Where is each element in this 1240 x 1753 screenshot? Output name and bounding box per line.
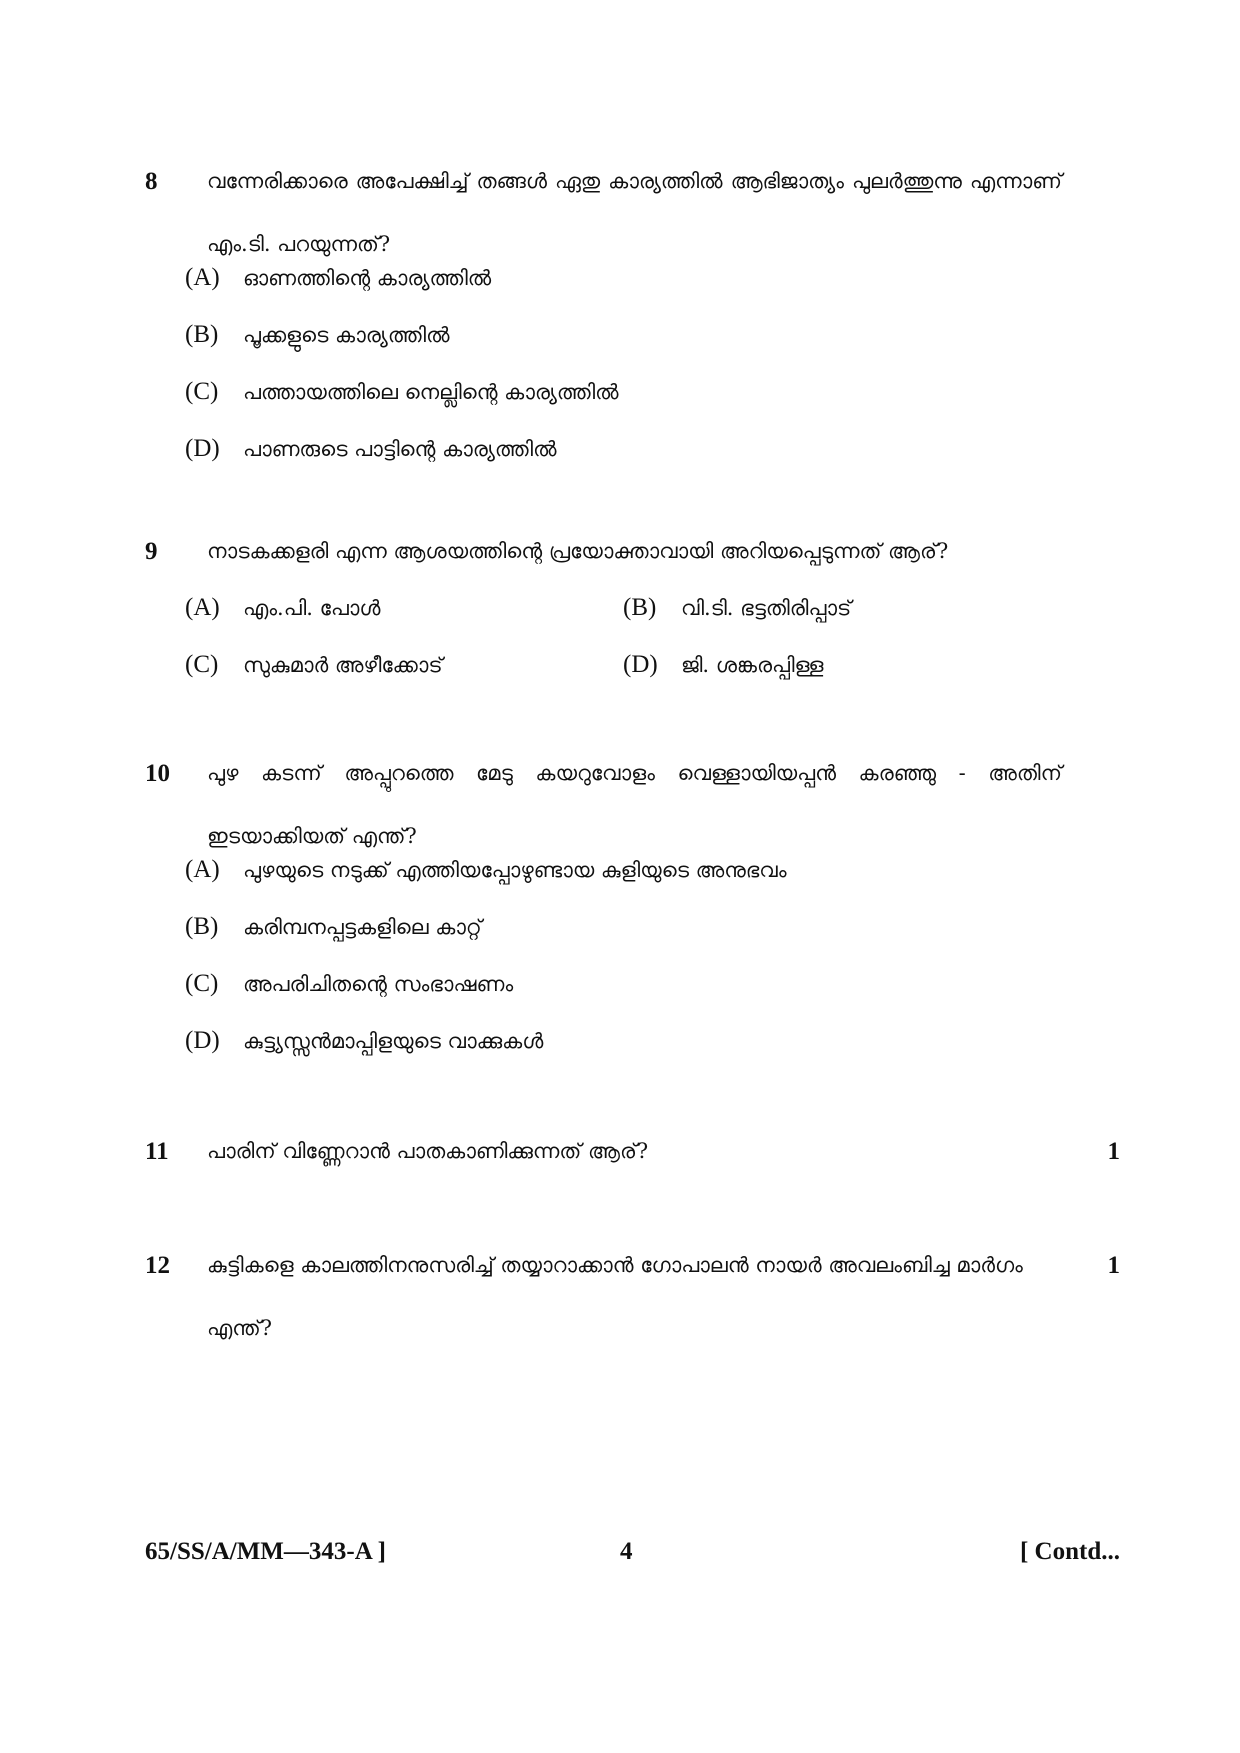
continued-label: [ Contd... bbox=[1019, 1538, 1120, 1565]
option-label: (B) bbox=[185, 913, 219, 940]
option-text: അപരിചിതന്റെ സംഭാഷണം bbox=[243, 972, 514, 996]
option-label: (A) bbox=[185, 264, 220, 291]
option-text: ഓണത്തിന്റെ കാര്യത്തിൽ bbox=[243, 266, 492, 290]
option-b bbox=[185, 913, 482, 941]
option-a bbox=[185, 856, 787, 884]
option-c bbox=[185, 970, 513, 998]
option-label: (C) bbox=[185, 970, 219, 997]
option-text: കരിമ്പനപ്പട്ടകളിലെ കാറ്റ് bbox=[243, 915, 482, 939]
option-label: (D) bbox=[185, 435, 220, 462]
question-number: 8 bbox=[145, 168, 158, 195]
option-label: (B) bbox=[623, 594, 657, 621]
question-12 bbox=[145, 1252, 1120, 1362]
option-label: (D) bbox=[185, 1027, 220, 1054]
option-label: (A) bbox=[185, 594, 220, 621]
option-a bbox=[185, 264, 491, 292]
question-number: 12 bbox=[145, 1252, 170, 1279]
option-label: (B) bbox=[185, 321, 219, 348]
option-d bbox=[185, 1027, 543, 1055]
question-text: നാടകക്കളരി എന്ന ആശയത്തിന്റെ പ്രയോക്താവായി അറിയപ്പെടുന്നത് ആര്? bbox=[207, 539, 949, 563]
question-text: കുട്ടികളെ കാലത്തിനനുസരിച്ച് തയ്യാറാക്കാൻ ഗോപാലൻ നായർ അവലംബിച്ച മാർഗം എന്ത്? bbox=[207, 1253, 1023, 1340]
question-text: പുഴ കടന്ന് അപ്പുറത്തെ മേടു കയറുവോളം വെള്ളായിയപ്പൻ കരഞ്ഞു - അതിന് ഇടയാക്കിയത് എന്ത്? bbox=[207, 761, 1062, 848]
option-label: (A) bbox=[185, 856, 220, 883]
option-text: പൂക്കളുടെ കാര്യത്തിൽ bbox=[243, 323, 450, 347]
question-number: 11 bbox=[145, 1138, 169, 1165]
page-number: 4 bbox=[620, 1538, 633, 1565]
question-9 bbox=[145, 538, 1120, 688]
question-11 bbox=[145, 1138, 1120, 1188]
option-text: പുഴയുടെ നടുക്ക് എത്തിയപ്പോഴുണ്ടായ കുളിയുടെ അനുഭവം bbox=[243, 858, 787, 882]
marks: 1 bbox=[1107, 1252, 1120, 1279]
paper-code: 65/SS/A/MM—343-A ] bbox=[145, 1538, 386, 1565]
option-label: (D) bbox=[623, 651, 658, 678]
option-c bbox=[185, 378, 619, 406]
option-c bbox=[185, 651, 443, 679]
option-b bbox=[185, 321, 449, 349]
option-d bbox=[185, 435, 557, 463]
question-10 bbox=[145, 760, 1120, 1080]
marks: 1 bbox=[1107, 1138, 1120, 1165]
option-label: (C) bbox=[185, 651, 219, 678]
option-text: സുകുമാർ അഴീക്കോട് bbox=[243, 653, 443, 677]
option-text: വി.ടി. ഭട്ടതിരിപ്പാട് bbox=[681, 596, 852, 620]
option-text: എം.പി. പോൾ bbox=[243, 596, 381, 620]
option-b bbox=[623, 594, 851, 622]
question-number: 9 bbox=[145, 538, 158, 565]
question-text: പാരിന് വിണ്ണേറാൻ പാതകാണിക്കുന്നത് ആര്? bbox=[207, 1139, 649, 1163]
option-a bbox=[185, 594, 381, 622]
option-text: പത്തായത്തിലെ നെല്ലിന്റെ കാര്യത്തിൽ bbox=[243, 380, 619, 404]
option-text: കുട്ട്യസ്സൻമാപ്പിളയുടെ വാക്കുകൾ bbox=[243, 1029, 544, 1053]
option-d bbox=[623, 651, 823, 679]
question-text: വന്നേരിക്കാരെ അപേക്ഷിച്ച് തങ്ങൾ ഏതു കാര്യത്തിൽ ആഭിജാത്യം പുലർത്തുന്നു എന്നാണ് എം.ടി. പറയുന്നത്? bbox=[207, 169, 1062, 256]
option-text: പാണരുടെ പാട്ടിന്റെ കാര്യത്തിൽ bbox=[243, 437, 557, 461]
option-text: ജി. ശങ്കരപ്പിള്ള bbox=[681, 653, 824, 677]
option-label: (C) bbox=[185, 378, 219, 405]
question-8 bbox=[145, 168, 1120, 488]
question-number: 10 bbox=[145, 760, 170, 787]
